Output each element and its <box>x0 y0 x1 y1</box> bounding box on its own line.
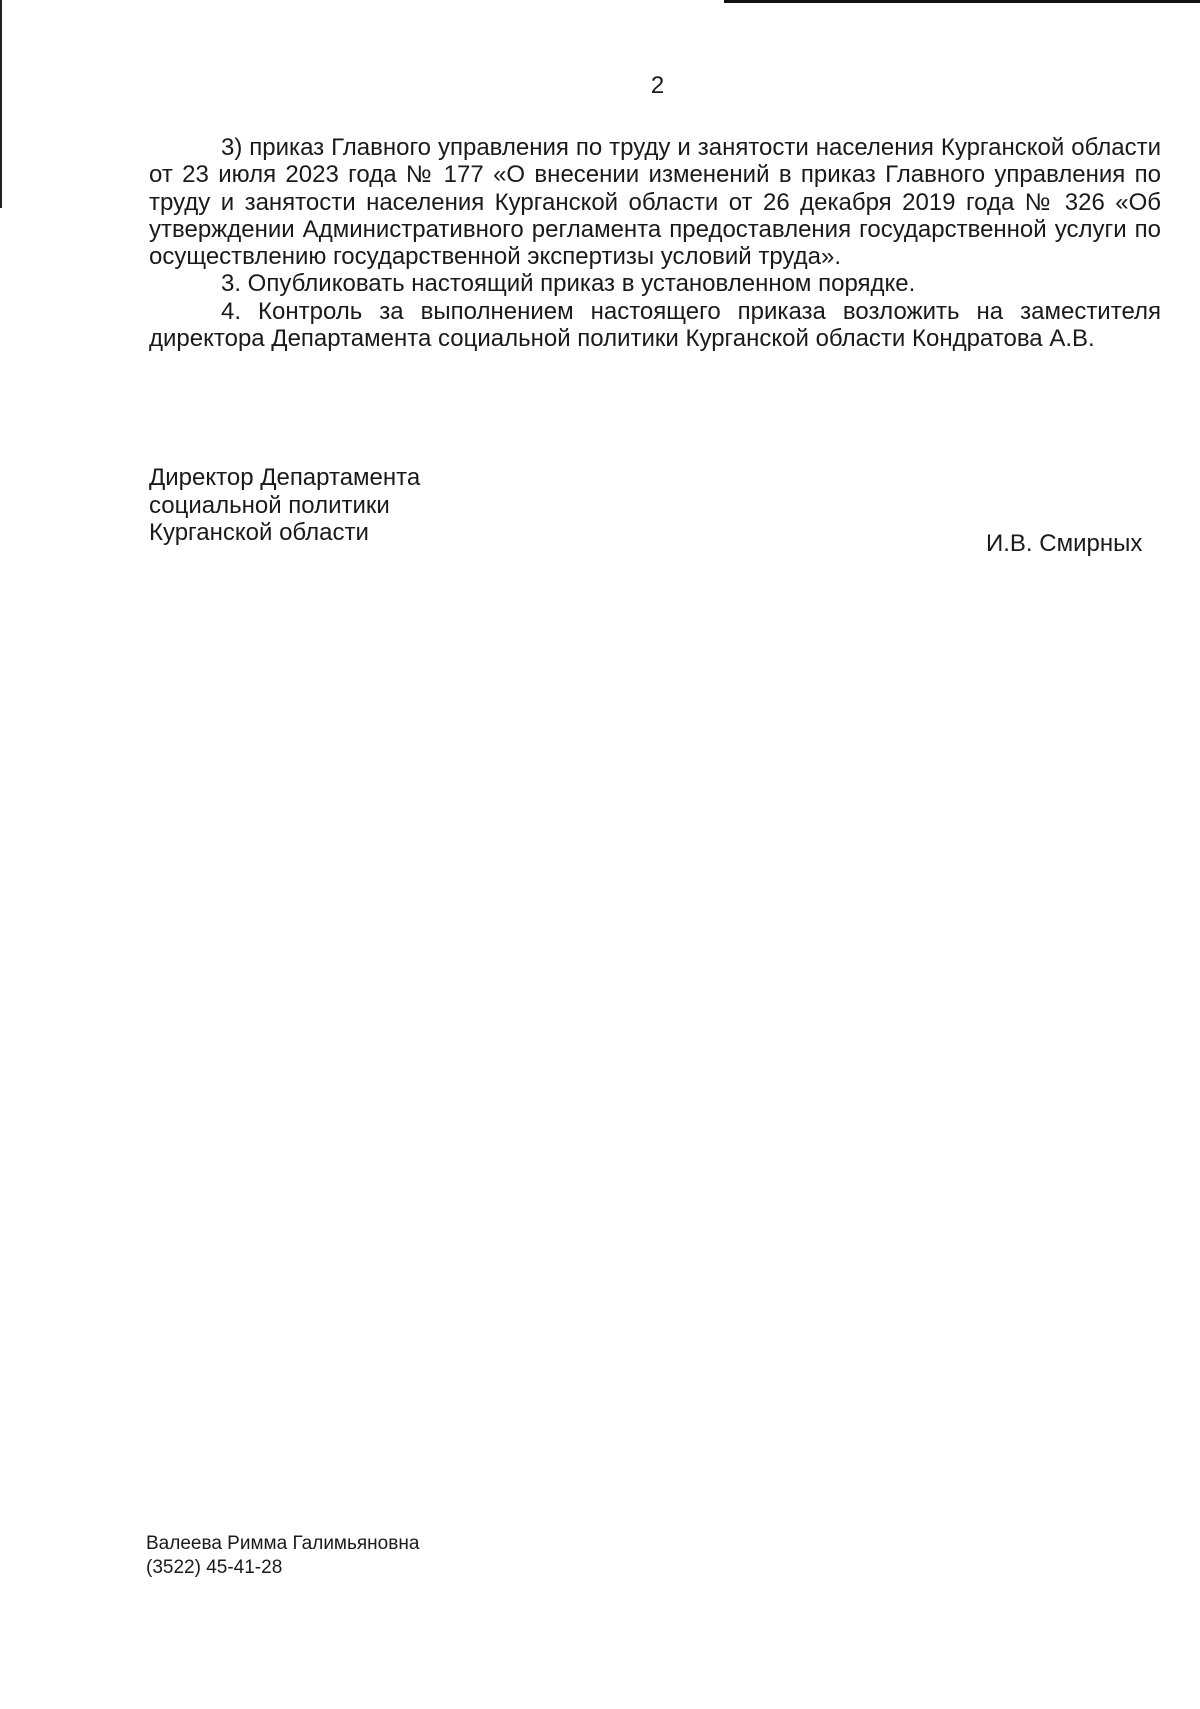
page-number: 2 <box>650 72 665 99</box>
signatory-title-line: Курганской области <box>149 519 369 546</box>
signatory-name: И.В. Смирных <box>986 530 1143 557</box>
scan-edge-top <box>724 0 1200 3</box>
paragraph-control: 4. Контроль за выполнением настоящего приказа возложить на заместителя директора Департамента социальной политики Курганской области Кондратова А.В. <box>149 297 1161 353</box>
paragraph-item-3-order: 3) приказ Главного управления по труду и занятости населения Курганской области от 23 июля 2023 года № 177 «О внесении изменений в приказ Главного управления по труду и занятости населения Курганской области от 26 декабря 2019 года № 326 «Об утверждении Административного регламента предоставления государственной услуги по осуществлению государственной экспертизы условий труда». <box>149 134 1161 271</box>
executor-contact <box>146 1532 419 1580</box>
executor-name: Валеева Римма Галимьяновна <box>146 1533 420 1554</box>
scan-edge-left <box>0 0 2 208</box>
signatory-title-line: социальной политики <box>149 491 390 519</box>
executor-phone: (3522) 45-41-28 <box>146 1557 283 1578</box>
signatory-title-line: Директор Департамента <box>149 464 421 491</box>
document-body <box>149 134 1161 352</box>
paragraph-publish: 3. Опубликовать настоящий приказ в установленном порядке. <box>221 270 916 298</box>
